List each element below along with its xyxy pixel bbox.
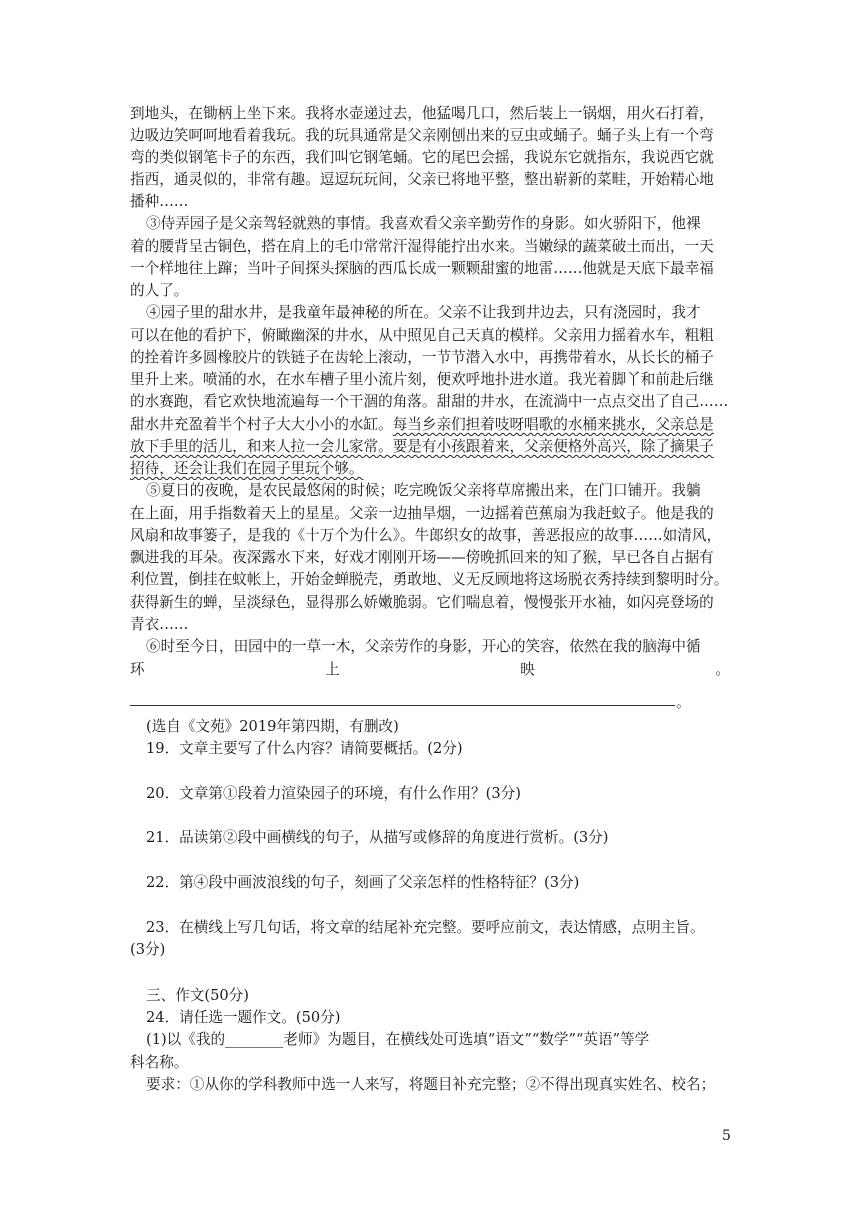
para5-line-1: ⑤夏日的夜晚，是农民最悠闲的时候；吃完晚饭父亲将草席搬出来，在门口铺开。我躺	[146, 482, 701, 499]
para2-line-5: 播种……	[130, 193, 189, 210]
para6-char: 。	[715, 661, 730, 678]
para5-line-5: 利位置，倒挂在蚊帐上，开始金蝉脱壳，勇敢地、义无反顾地将这场脱衣秀持续到黎明时分。	[130, 571, 729, 588]
question-23: 23．在横线上写几句话，将文章的结尾补充完整。要呼应前文，表达情感，点明主旨。	[146, 919, 705, 936]
wavy-underlined-sentence: 每当乡亲们担着吱呀唱歌的水桶来挑水，父亲总是	[392, 416, 714, 433]
wavy-underlined-sentence: 招待，还会让我们在园子里玩个够。	[130, 460, 364, 477]
essay-prompt-1-cont: 科名称。	[130, 1054, 189, 1071]
answer-blank-line[interactable]	[130, 705, 675, 706]
para4-line-2: 可以在他的看护下，俯瞰幽深的井水，从中照见自己天真的模样。父亲用力摇着水车，粗粗	[130, 327, 714, 344]
para4-plain-text: 甜水井充盈着半个村子大大小小的水缸。	[130, 416, 393, 433]
para6-char: 映	[520, 661, 535, 678]
question-24: 24．请任选一题作文。(50分)	[146, 1009, 341, 1026]
para5-line-7: 青衣……	[130, 616, 189, 633]
para3-line-4: 的人了。	[130, 282, 189, 299]
para3-line-1: ③侍弄园子是父亲驾轻就熟的事情。我喜欢看父亲辛勤劳作的身影。如火骄阳下，他裸	[146, 215, 701, 232]
para5-line-2: 在上面，用手指数着天上的星星。父亲一边抽旱烟，一边摇着芭蕉扇为我赶蚊子。他是我的	[130, 505, 714, 522]
question-19: 19．文章主要写了什么内容？请简要概括。(2分)	[146, 740, 463, 757]
essay-requirement: 要求：①从你的学科教师中选一人来写，将题目补充完整；②不得出现真实姓名、校名；	[146, 1076, 716, 1093]
para6-line-2	[130, 659, 730, 681]
para4-line-4: 里升上来。喷涌的水，在水车槽子里小流片刻，便欢呼地扑进水道。我光着脚丫和前赴后继	[130, 371, 714, 388]
para4-line-1: ④园子里的甜水井，是我童年最神秘的所在。父亲不让我到井边去，只有浇园时，我才	[146, 304, 701, 321]
question-21: 21．品读第②段中画横线的句子，从描写或修辞的角度进行赏析。(3分)	[146, 829, 609, 846]
section-three-heading: 三、作文(50分)	[146, 987, 249, 1004]
question-22: 22．第④段中画波浪线的句子，刻画了父亲怎样的性格特征？(3分)	[146, 874, 580, 891]
para5-line-6: 获得新生的蝉，呈淡绿色，显得那么娇嫩脆弱。它们喘息着，慢慢张开水袖，如闪亮登场的	[130, 594, 714, 611]
page-number: 5	[722, 1128, 731, 1144]
para2-line-2: 边吸边笑呵呵地看着我玩。我的玩具通常是父亲刚刨出来的豆虫或蛹子。蛹子头上有一个弯	[130, 127, 714, 144]
para3-line-3: 一个样地往上蹿；当叶子间探头探脑的西瓜长成一颗颗甜蜜的地雷……他就是天底下最幸福	[130, 260, 714, 277]
para2-line-4: 指西，通灵似的，非常有趣。逗逗玩玩间，父亲已将地平整，整出崭新的菜畦，开始精心地	[130, 171, 714, 188]
source-citation: (选自《文苑》2019年第四期，有删改)	[146, 718, 399, 735]
para4-line-6	[130, 414, 730, 436]
para4-line-5: 的水赛跑，看它欢快地流遍每一个干涸的角落。甜甜的井水，在流淌中一点点交出了自己……	[130, 393, 729, 410]
para5-line-4: 飘进我的耳朵。夜深露水下来，好戏才刚刚开场——傍晚抓回来的知了猴，早已各自占据有	[130, 549, 714, 566]
para5-line-3: 风扇和故事篓子，是我的《十万个为什么》。牛郎织女的故事，善恶报应的故事……如清风，	[130, 527, 722, 544]
para4-line-3: 的拴着许多圆橡胶片的铁链子在齿轮上滚动，一节节潜入水中，再携带着水，从长长的桶子	[130, 349, 714, 366]
para6-char: 上	[325, 661, 340, 678]
para6-char: 环	[130, 661, 145, 678]
essay-prompt-1: (1)以《我的________老师》为题目，在横线处可选填“语文”“数学”“英语”等学	[146, 1031, 650, 1048]
para4-line-8	[130, 458, 730, 480]
para4-line-7	[130, 436, 730, 458]
para6-period: 。	[676, 694, 691, 711]
question-23-score: (3分)	[130, 941, 166, 958]
wavy-underlined-sentence: 放下手里的活儿，和来人拉一会儿家常。要是有小孩跟着来，父亲便格外高兴，除了摘果子	[130, 438, 714, 455]
para2-line-1: 到地头，在锄柄上坐下来。我将水壶递过去，他猛喝几口，然后装上一锅烟，用火石打着，	[130, 105, 714, 122]
question-20: 20．文章第①段着力渲染园子的环境，有什么作用？(3分)	[146, 785, 521, 802]
para3-line-2: 着的腰背呈古铜色，搭在肩上的毛巾常常汗湿得能拧出水来。当嫩绿的蔬菜破土而出，一天	[130, 238, 714, 255]
para6-line-1: ⑥时至今日，田园中的一草一木，父亲劳作的身影，开心的笑容，依然在我的脑海中循	[146, 638, 701, 655]
para2-line-3: 弯的类似钢笔卡子的东西，我们叫它钢笔蛹。它的尾巴会摇，我说东它就指东，我说西它就	[130, 149, 714, 166]
